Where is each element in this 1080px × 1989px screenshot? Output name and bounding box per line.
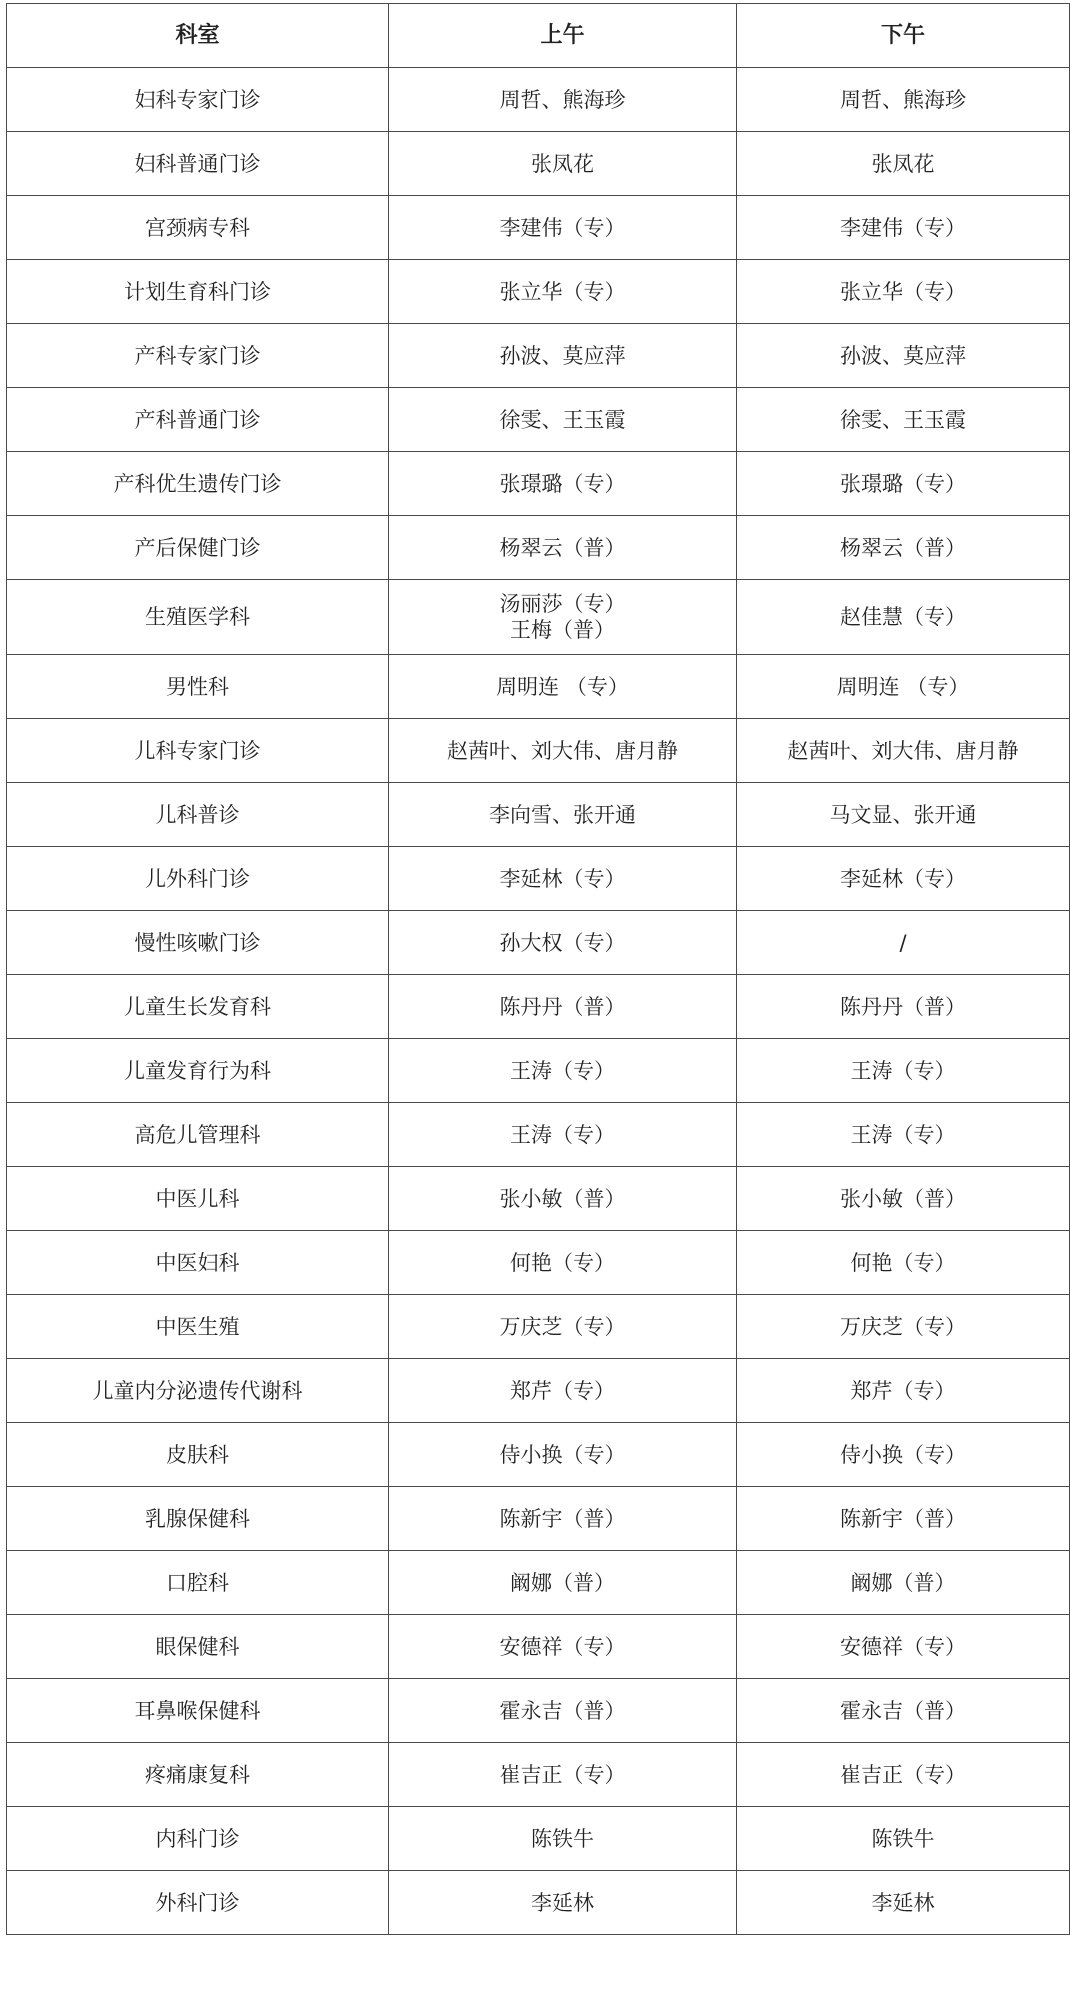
cell-text: 妇科专家门诊 xyxy=(134,87,261,112)
table-row xyxy=(7,975,1070,1039)
department-cell xyxy=(7,1103,389,1167)
cell-text: 张立华（专） xyxy=(499,279,626,304)
afternoon-doctor-cell xyxy=(737,1487,1070,1551)
cell-text: 儿童发育行为科 xyxy=(124,1058,271,1083)
morning-doctor-cell xyxy=(389,388,737,452)
cell-text: 徐雯、王玉霞 xyxy=(840,407,966,432)
cell-text: 崔吉正（专） xyxy=(840,1762,966,1787)
cell-text: 张璟璐（专） xyxy=(499,471,626,496)
cell-text: 周哲、熊海珍 xyxy=(840,87,966,112)
cell-text: 产科普通门诊 xyxy=(134,407,261,432)
table-row xyxy=(7,516,1070,580)
afternoon-doctor-cell xyxy=(737,196,1070,260)
table-row xyxy=(7,1103,1070,1167)
cell-text: 李向雪、张开通 xyxy=(489,802,636,827)
department-cell xyxy=(7,1039,389,1103)
morning-doctor-cell xyxy=(389,1679,737,1743)
afternoon-doctor-cell xyxy=(737,260,1070,324)
afternoon-doctor-cell xyxy=(737,1679,1070,1743)
header-department: 科室 xyxy=(7,4,389,68)
department-cell xyxy=(7,452,389,516)
afternoon-doctor-cell xyxy=(737,1807,1070,1871)
table-row xyxy=(7,1231,1070,1295)
department-cell xyxy=(7,196,389,260)
afternoon-doctor-cell xyxy=(737,719,1070,783)
cell-text: 阚娜（普） xyxy=(510,1570,615,1595)
table-row xyxy=(7,1487,1070,1551)
afternoon-doctor-cell xyxy=(737,1295,1070,1359)
cell-text: 张立华（专） xyxy=(840,279,966,304)
table-row xyxy=(7,911,1070,975)
afternoon-doctor-cell xyxy=(737,1167,1070,1231)
afternoon-doctor-cell xyxy=(737,580,1070,655)
department-cell xyxy=(7,580,389,655)
cell-text: 周明连 （专） xyxy=(496,674,629,699)
morning-doctor-cell xyxy=(389,975,737,1039)
cell-text: 霍永吉（普） xyxy=(499,1698,626,1723)
afternoon-doctor-cell xyxy=(737,1871,1070,1935)
cell-text: 李延林 xyxy=(871,1890,935,1915)
morning-doctor-cell xyxy=(389,324,737,388)
table-row xyxy=(7,1551,1070,1615)
cell-text: 中医妇科 xyxy=(155,1250,240,1275)
department-cell xyxy=(7,388,389,452)
cell-text: 陈铁牛 xyxy=(531,1826,594,1851)
cell-text: 阚娜（普） xyxy=(850,1570,956,1595)
cell-text: 安德祥（专） xyxy=(499,1634,626,1659)
cell-text: 儿童生长发育科 xyxy=(124,994,271,1019)
department-cell xyxy=(7,847,389,911)
morning-doctor-cell xyxy=(389,1295,737,1359)
department-cell xyxy=(7,1615,389,1679)
table-row xyxy=(7,1039,1070,1103)
cell-text: 徐雯、王玉霞 xyxy=(499,407,626,432)
table-row xyxy=(7,783,1070,847)
table-row xyxy=(7,847,1070,911)
cell-text: 慢性咳嗽门诊 xyxy=(134,930,261,955)
cell-text: 李建伟（专） xyxy=(499,215,626,240)
cell-text: / xyxy=(899,930,907,955)
department-cell xyxy=(7,1551,389,1615)
cell-text: 王涛（专） xyxy=(510,1058,615,1083)
cell-text: 陈铁牛 xyxy=(871,1826,935,1851)
cell-text: 产科优生遗传门诊 xyxy=(113,471,282,496)
cell-text: 儿童内分泌遗传代谢科 xyxy=(92,1378,303,1403)
cell-text: 张小敏（普） xyxy=(840,1186,966,1211)
cell-text: 张凤花 xyxy=(531,151,594,176)
header-afternoon: 下午 xyxy=(737,4,1070,68)
cell-text: 陈新宇（普） xyxy=(840,1506,966,1531)
cell-text: 李延林（专） xyxy=(840,866,966,891)
department-cell xyxy=(7,1167,389,1231)
header-morning: 上午 xyxy=(389,4,737,68)
morning-doctor-cell xyxy=(389,452,737,516)
morning-doctor-cell xyxy=(389,911,737,975)
morning-doctor-cell xyxy=(389,516,737,580)
morning-doctor-cell xyxy=(389,1231,737,1295)
cell-text: 侍小换（专） xyxy=(499,1442,626,1467)
department-cell xyxy=(7,911,389,975)
cell-text: 陈丹丹（普） xyxy=(499,994,626,1019)
cell-text: 周明连 （专） xyxy=(836,674,970,699)
morning-doctor-cell xyxy=(389,1039,737,1103)
afternoon-doctor-cell xyxy=(737,1359,1070,1423)
table-row xyxy=(7,1295,1070,1359)
table-row xyxy=(7,132,1070,196)
table-row xyxy=(7,1743,1070,1807)
table-row xyxy=(7,260,1070,324)
morning-doctor-cell xyxy=(389,1871,737,1935)
department-cell xyxy=(7,975,389,1039)
afternoon-doctor-cell xyxy=(737,655,1070,719)
cell-text: 安德祥（专） xyxy=(840,1634,966,1659)
morning-doctor-cell xyxy=(389,1807,737,1871)
cell-text: 高危儿管理科 xyxy=(134,1122,261,1147)
afternoon-doctor-cell xyxy=(737,975,1070,1039)
cell-text: 疼痛康复科 xyxy=(145,1762,250,1787)
department-cell xyxy=(7,1743,389,1807)
morning-doctor-cell xyxy=(389,1615,737,1679)
morning-doctor-cell xyxy=(389,68,737,132)
cell-text: 中医生殖 xyxy=(155,1314,240,1339)
cell-text: 外科门诊 xyxy=(155,1890,240,1915)
morning-doctor-cell xyxy=(389,1359,737,1423)
table-row xyxy=(7,580,1070,655)
department-cell xyxy=(7,132,389,196)
morning-doctor-cell xyxy=(389,1551,737,1615)
cell-text: 周哲、熊海珍 xyxy=(499,87,626,112)
cell-text: 孙大权（专） xyxy=(499,930,626,955)
cell-text: 杨翠云（普） xyxy=(499,535,626,560)
cell-text: 口腔科 xyxy=(166,1570,229,1595)
morning-doctor-cell xyxy=(389,719,737,783)
schedule-body xyxy=(7,68,1070,1935)
table-row xyxy=(7,1871,1070,1935)
morning-doctor-cell xyxy=(389,783,737,847)
cell-text: 万庆芝（专） xyxy=(499,1314,626,1339)
table-row xyxy=(7,719,1070,783)
afternoon-doctor-cell xyxy=(737,1615,1070,1679)
department-cell xyxy=(7,1807,389,1871)
afternoon-doctor-cell xyxy=(737,68,1070,132)
morning-doctor-cell xyxy=(389,1423,737,1487)
department-cell xyxy=(7,1231,389,1295)
cell-text: 李建伟（专） xyxy=(840,215,966,240)
morning-doctor-cell xyxy=(389,580,737,655)
afternoon-doctor-cell xyxy=(737,911,1070,975)
department-cell xyxy=(7,516,389,580)
cell-text: 儿科普诊 xyxy=(155,802,240,827)
cell-text: 乳腺保健科 xyxy=(145,1506,250,1531)
afternoon-doctor-cell xyxy=(737,324,1070,388)
cell-text: 皮肤科 xyxy=(166,1442,229,1467)
cell-text: 陈丹丹（普） xyxy=(840,994,966,1019)
cell-text: 李延林 xyxy=(531,1890,594,1915)
cell-text: 赵茜叶、刘大伟、唐月静 xyxy=(447,738,678,763)
table-row xyxy=(7,196,1070,260)
cell-text: 李延林（专） xyxy=(499,866,626,891)
table-row xyxy=(7,1359,1070,1423)
department-cell xyxy=(7,719,389,783)
morning-doctor-cell xyxy=(389,847,737,911)
table-row xyxy=(7,68,1070,132)
morning-doctor-cell xyxy=(389,1743,737,1807)
cell-text: 中医儿科 xyxy=(155,1186,240,1211)
afternoon-doctor-cell xyxy=(737,388,1070,452)
cell-text: 眼保健科 xyxy=(155,1634,240,1659)
table-row xyxy=(7,1615,1070,1679)
cell-text: 何艳（专） xyxy=(510,1250,615,1275)
cell-text: 儿外科门诊 xyxy=(145,866,250,891)
department-cell xyxy=(7,68,389,132)
cell-text: 王涛（专） xyxy=(510,1122,615,1147)
cell-text: 陈新宇（普） xyxy=(499,1506,626,1531)
cell-text: 妇科普通门诊 xyxy=(134,151,261,176)
afternoon-doctor-cell xyxy=(737,783,1070,847)
cell-text: 男性科 xyxy=(166,674,229,699)
cell-text: 王涛（专） xyxy=(850,1122,956,1147)
morning-doctor-cell xyxy=(389,655,737,719)
afternoon-doctor-cell xyxy=(737,847,1070,911)
cell-text: 生殖医学科 xyxy=(145,605,250,629)
cell-text: 张小敏（普） xyxy=(499,1186,626,1211)
department-cell xyxy=(7,1295,389,1359)
department-cell xyxy=(7,1679,389,1743)
afternoon-doctor-cell xyxy=(737,132,1070,196)
afternoon-doctor-cell xyxy=(737,1103,1070,1167)
cell-text: 儿科专家门诊 xyxy=(134,738,261,763)
afternoon-doctor-cell xyxy=(737,1743,1070,1807)
cell-text: 赵茜叶、刘大伟、唐月静 xyxy=(787,738,1019,763)
department-cell xyxy=(7,1359,389,1423)
cell-text: 张凤花 xyxy=(871,151,935,176)
cell-text: 内科门诊 xyxy=(155,1826,240,1851)
department-cell xyxy=(7,1487,389,1551)
cell-text: 赵佳慧（专） xyxy=(840,605,966,629)
morning-doctor-cell xyxy=(389,1487,737,1551)
table-row xyxy=(7,655,1070,719)
table-row xyxy=(7,388,1070,452)
cell-text: 王涛（专） xyxy=(850,1058,956,1083)
header-row xyxy=(7,4,1070,68)
morning-doctor-cell xyxy=(389,1167,737,1231)
cell-text: 计划生育科门诊 xyxy=(124,279,271,304)
afternoon-doctor-cell xyxy=(737,1231,1070,1295)
afternoon-doctor-cell xyxy=(737,452,1070,516)
department-cell xyxy=(7,1871,389,1935)
table-row xyxy=(7,1423,1070,1487)
afternoon-doctor-cell xyxy=(737,1039,1070,1103)
cell-text: 霍永吉（普） xyxy=(840,1698,966,1723)
cell-text: 宫颈病专科 xyxy=(145,215,250,240)
cell-text: 万庆芝（专） xyxy=(840,1314,966,1339)
cell-text: 耳鼻喉保健科 xyxy=(134,1698,261,1723)
morning-doctor-cell xyxy=(389,196,737,260)
department-cell xyxy=(7,655,389,719)
afternoon-doctor-cell xyxy=(737,1423,1070,1487)
cell-text: 崔吉正（专） xyxy=(499,1762,626,1787)
cell-text: 何艳（专） xyxy=(850,1250,956,1275)
table-row xyxy=(7,324,1070,388)
department-cell xyxy=(7,324,389,388)
department-cell xyxy=(7,260,389,324)
cell-text: 产科专家门诊 xyxy=(134,343,261,368)
morning-doctor-cell xyxy=(389,132,737,196)
cell-text: 郑芹（专） xyxy=(510,1378,615,1403)
cell-text: 杨翠云（普） xyxy=(840,535,966,560)
afternoon-doctor-cell xyxy=(737,516,1070,580)
cell-text: 张璟璐（专） xyxy=(840,471,966,496)
morning-doctor-cell xyxy=(389,1103,737,1167)
table-row xyxy=(7,1807,1070,1871)
cell-text: 侍小换（专） xyxy=(840,1442,966,1467)
clinic-schedule-table xyxy=(6,3,1070,1935)
cell-text: 马文显、张开通 xyxy=(829,802,977,827)
table-row xyxy=(7,1167,1070,1231)
afternoon-doctor-cell xyxy=(737,1551,1070,1615)
cell-text: 产后保健门诊 xyxy=(134,535,261,560)
department-cell xyxy=(7,783,389,847)
table-row xyxy=(7,1679,1070,1743)
cell-text: 汤丽莎（专） 王梅（普） xyxy=(499,592,626,642)
morning-doctor-cell xyxy=(389,260,737,324)
cell-text: 孙波、莫应萍 xyxy=(499,343,626,368)
cell-text: 孙波、莫应萍 xyxy=(840,343,966,368)
table-row xyxy=(7,452,1070,516)
department-cell xyxy=(7,1423,389,1487)
cell-text: 郑芹（专） xyxy=(850,1378,956,1403)
